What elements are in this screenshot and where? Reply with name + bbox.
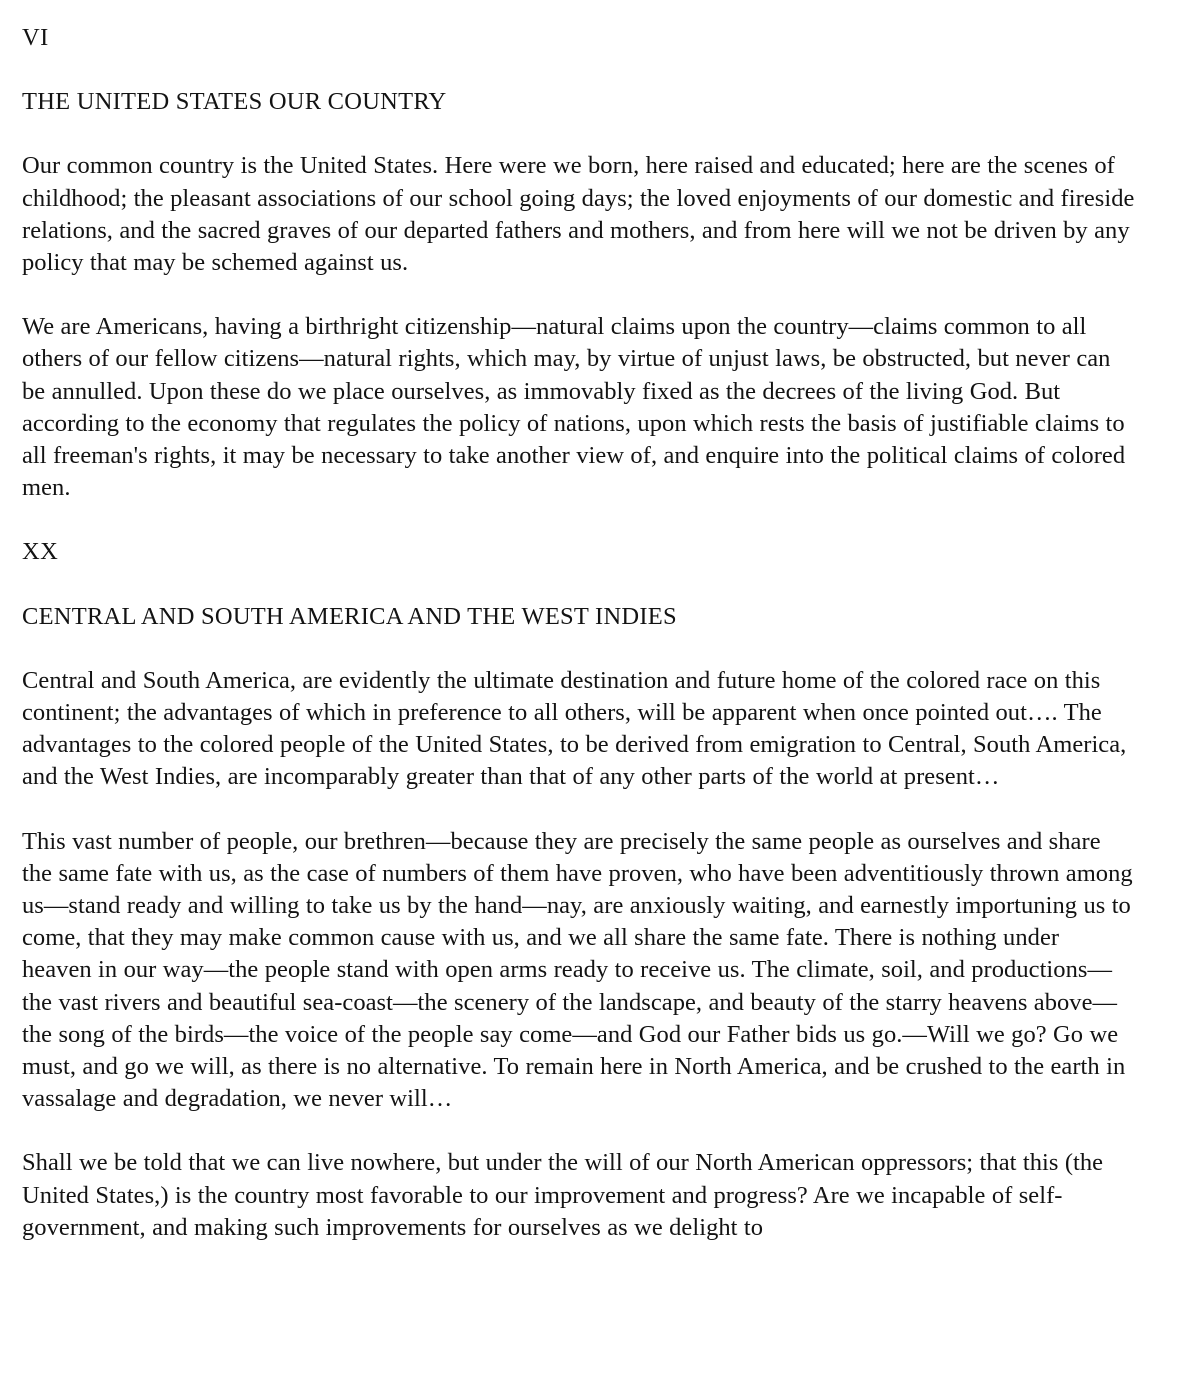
chapter-number: VI — [22, 24, 49, 51]
body-paragraph: Our common country is the United States. Here were we born, here raised and educated; here are the scenes of childhood; the pleasant associations of our school going days; the loved enjoyments of our domestic and fireside relations, and the sacred graves of our departed fathers and mothers, and from here will we not be driven by any policy that may be schemed against us. — [22, 152, 1135, 277]
chapter-title: THE UNITED STATES OUR COUNTRY — [22, 88, 447, 116]
chapter-title: CENTRAL AND SOUTH AMERICA AND THE WEST INDIES — [22, 602, 677, 630]
chapter-section-xx — [22, 536, 1135, 1244]
body-paragraph: Shall we be told that we can live nowhere, but under the will of our North American oppressors; that this (the United States,) is the country most favorable to our improvement and progress? Are we incapable of self-government, and making such improvements for ourselves as we delight to — [22, 1149, 1104, 1241]
body-paragraph: We are Americans, having a birthright citizenship—natural claims upon the country—claims common to all others of our fellow citizens—natural rights, which may, by virtue of unjust laws, be obstructed, but never can be annulled. Upon these do we place ourselves, as immovably fixed as the decrees of the living God. But according to the economy that regulates the policy of nations, upon which rests the basis of justifiable claims to all freeman's rights, it may be necessary to take another view of, and enquire into the political claims of colored men. — [22, 313, 1126, 502]
chapter-section-vi — [22, 22, 1135, 504]
body-paragraph: Central and South America, are evidently the ultimate destination and future home of the colored race on this continent; the advantages of which in preference to all others, will be apparent when once pointed out…. The advantages to the colored people of the United States, to be derived from emigration to Central, South America, and the West Indies, are incomparably greater than that of any other parts of the world at present… — [22, 666, 1127, 791]
body-paragraph: This vast number of people, our brethren—because they are precisely the same people as ourselves and share the same fate with us, as the case of numbers of them have proven, who have been adventitiously thrown among us—stand ready and willing to take us by the hand—nay, are anxiously waiting, and earnestly importuning us to come, that they may make common cause with us, and we all share the same fate. There is nothing under heaven in our way—the people stand with open arms ready to receive us. The climate, soil, and productions—the vast rivers and beautiful sea-coast—the scenery of the landscape, and beauty of the starry heavens above—the song of the birds—the voice of the people say come—and God our Father bids us go.—Will we go? Go we must, and go we will, as there is no alternative. To remain here in North America, and be crushed to the earth in vassalage and degradation, we never will… — [22, 827, 1133, 1113]
chapter-number: XX — [22, 538, 59, 566]
